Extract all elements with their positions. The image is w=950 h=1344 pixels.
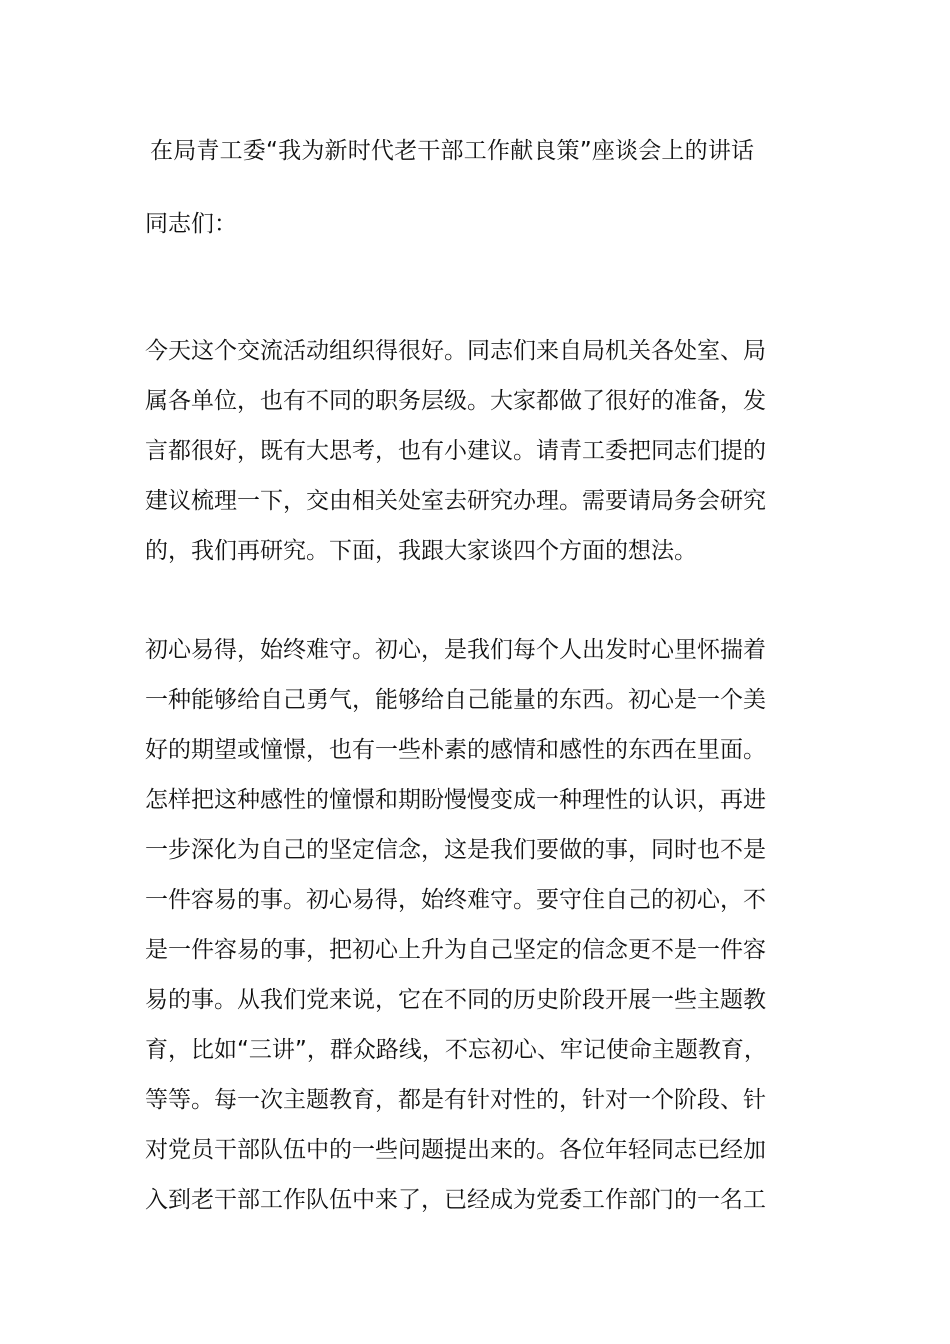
paragraph-line: 一步深化为自己的坚定信念，这是我们要做的事，同时也不是	[145, 837, 766, 863]
paragraph-original-aspiration	[145, 632, 825, 1232]
paragraph-line: 易的事。从我们党来说，它在不同的历史阶段开展一些主题教	[145, 987, 766, 1013]
paragraph-line: 初心易得，始终难守。初心，是我们每个人出发时心里怀揣着	[145, 637, 766, 663]
paragraph-line: 属各单位，也有不同的职务层级。大家都做了很好的准备，发	[145, 388, 766, 414]
paragraph-line: 是一件容易的事，把初心上升为自己坚定的信念更不是一件容	[145, 937, 766, 963]
paragraph-line: 一种能够给自己勇气，能够给自己能量的东西。初心是一个美	[145, 687, 766, 713]
salutation: 同志们：	[145, 211, 237, 237]
paragraph-line: 言都很好，既有大思考，也有小建议。请青工委把同志们提的	[145, 438, 766, 464]
paragraph-line: 入到老干部工作队伍中来了，已经成为党委工作部门的一名工	[145, 1187, 766, 1213]
paragraph-line: 一件容易的事。初心易得，始终难守。要守住自己的初心，不	[145, 887, 766, 913]
paragraph-line: 育，比如“三讲”，群众路线，不忘初心、牢记使命主题教育，	[145, 1037, 767, 1063]
paragraph-line: 对党员干部队伍中的一些问题提出来的。各位年轻同志已经加	[145, 1137, 766, 1163]
document-title: 在局青工委“我为新时代老干部工作献良策”座谈会上的讲话	[150, 138, 755, 164]
paragraph-opening	[145, 333, 825, 583]
paragraph-line: 建议梳理一下，交由相关处室去研究办理。需要请局务会研究	[145, 488, 766, 514]
paragraph-line: 好的期望或憧憬，也有一些朴素的感情和感性的东西在里面。	[145, 737, 766, 763]
paragraph-line: 等等。每一次主题教育，都是有针对性的，针对一个阶段、针	[145, 1087, 766, 1113]
paragraph-line: 的，我们再研究。下面，我跟大家谈四个方面的想法。	[145, 538, 697, 564]
paragraph-line: 今天这个交流活动组织得很好。同志们来自局机关各处室、局	[145, 338, 766, 364]
paragraph-line: 怎样把这种感性的憧憬和期盼慢慢变成一种理性的认识，再进	[145, 787, 766, 813]
